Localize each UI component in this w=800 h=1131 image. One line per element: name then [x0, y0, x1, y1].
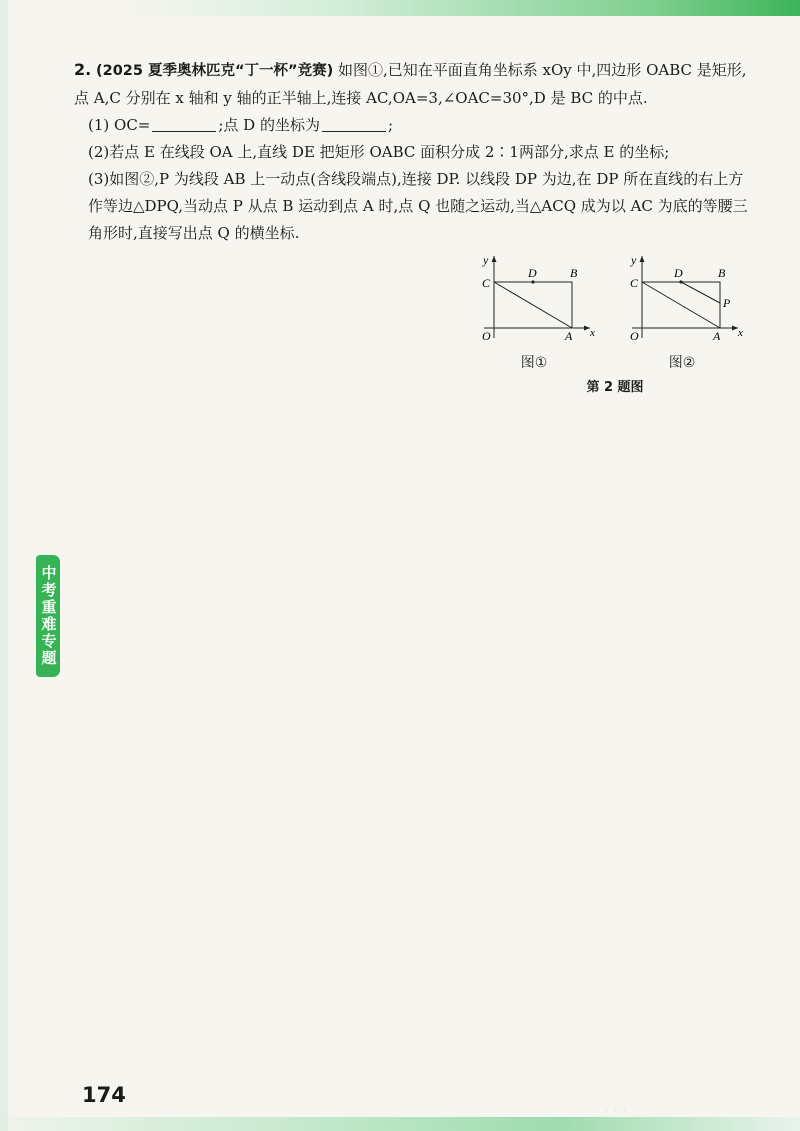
problem-intro	[74, 56, 754, 112]
fig1-label-c: C	[482, 276, 491, 290]
fig1-label-x: x	[590, 327, 595, 339]
figure-2-caption: 图②	[668, 355, 696, 371]
part-1-lead: (1) OC=	[88, 116, 151, 134]
figure-group	[470, 252, 755, 397]
fig1-label-o: O	[482, 329, 491, 342]
problem-2	[74, 56, 754, 247]
figure-1	[470, 252, 595, 342]
fig2-label-y: y	[631, 253, 637, 267]
bottom-decor-bar	[0, 1117, 800, 1131]
fig1-label-d: D	[528, 266, 537, 280]
part-1-end: ;	[387, 116, 394, 134]
fig2-label-c: C	[630, 276, 639, 290]
page-number: 174	[82, 1083, 126, 1107]
answer-blank-d[interactable]	[322, 115, 386, 132]
fig2-label-p: P	[723, 296, 731, 310]
figure-group-caption: 第 2 题图	[586, 380, 644, 395]
fig1-label-b: B	[570, 266, 578, 280]
figure-2	[618, 252, 743, 342]
problem-intro-text: 如图①,已知在平面直角坐标系 xOy 中,四边形 OABC 是矩形,点 A,C 分别在 x 轴和 y 轴的正半轴上,连接 AC,OA=3,∠OAC=30°,D 是 BC 的中点.	[74, 61, 747, 107]
fig2-label-b: B	[718, 266, 726, 280]
fig2-label-a: A	[713, 329, 721, 342]
fig2-label-x: x	[738, 327, 743, 339]
fig2-label-d: D	[674, 266, 683, 280]
figure-1-caption: 图①	[520, 355, 548, 371]
problem-source: (2025 夏季奥林匹克“丁一杯”竞赛)	[96, 63, 334, 79]
top-decor-bar	[120, 0, 800, 16]
part-3: (3)如图②,P 为线段 AB 上一动点(含线段端点),连接 DP. 以线段 DP 为边,在 DP 所在直线的右上方作等边△DPQ,当动点 P 从点 B 运动到点 A 时,点 Q 也随之运动,当△ACQ 成为以 AC 为底的等腰三角形时,直接写出点 Q 的横坐标.	[88, 170, 748, 242]
part-1	[74, 112, 754, 139]
answer-blank-oc[interactable]	[152, 115, 216, 132]
fig2-label-o: O	[630, 329, 639, 342]
fig1-label-y: y	[483, 253, 489, 267]
corner-dots-decor: · · ·	[605, 1106, 628, 1115]
side-section-tab	[36, 555, 60, 677]
problem-number: 2.	[74, 60, 92, 79]
side-tab-label: 中考重难专题	[39, 565, 58, 667]
part-1-mid: ;点 D 的坐标为	[218, 116, 320, 134]
fig1-label-a: A	[565, 329, 573, 342]
left-edge-strip	[0, 0, 8, 1131]
part-2: (2)若点 E 在线段 OA 上,直线 DE 把矩形 OABC 面积分成 2∶1两部分,求点 E 的坐标;	[88, 143, 670, 161]
